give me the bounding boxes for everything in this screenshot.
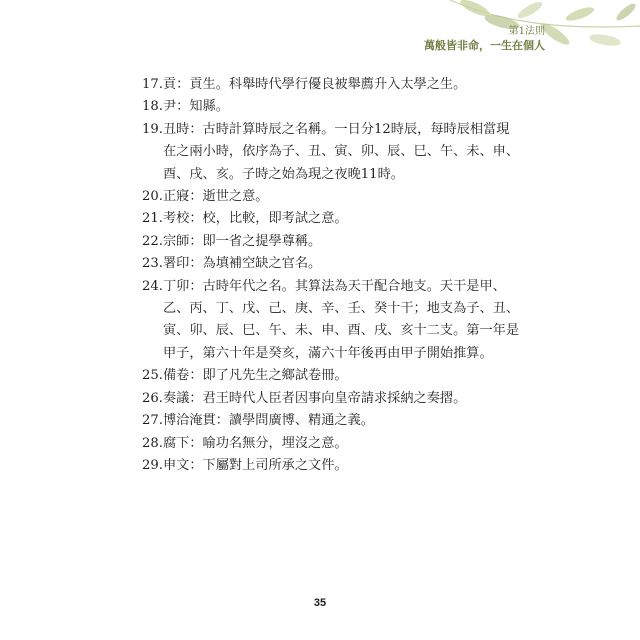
entry-number: 20.: [142, 189, 163, 205]
entry-text: 博洽淹貫：讀學問廣博、精通之義。: [162, 413, 374, 429]
glossary-entry: [142, 410, 522, 432]
chapter-label: 第1法則: [508, 26, 545, 37]
glossary-entry: [142, 365, 522, 387]
entry-number: 23.: [142, 256, 163, 272]
glossary-entry: [142, 96, 522, 118]
entry-text: 考校：校，比較，即考試之意。: [162, 211, 348, 227]
entry-number: 17.: [142, 77, 163, 92]
glossary-list: [142, 74, 522, 477]
page-number: 35: [313, 597, 327, 609]
glossary-entry: [142, 388, 522, 410]
glossary-entry: [142, 276, 522, 366]
glossary-entry: [142, 433, 522, 455]
entry-text: 署印：為填補空缺之官名。: [162, 256, 322, 272]
running-header: [424, 26, 545, 52]
entry-number: 24.: [142, 278, 163, 294]
entry-number: 18.: [142, 99, 163, 115]
entry-text: 申文：下屬對上司所承之文件。: [162, 457, 348, 473]
entry-text: 宗師：即一省之提學尊稱。: [162, 233, 322, 249]
glossary-entry: [142, 186, 522, 208]
chapter-subtitle: 萬般皆非命，一生在個人: [424, 38, 545, 52]
entry-text: 貢：貢生。科舉時代學行優良被舉薦升入太學之生。: [162, 77, 467, 92]
entry-number: 27.: [142, 413, 163, 429]
glossary-entry: [142, 208, 522, 230]
glossary-entry: [142, 74, 522, 96]
glossary-entry: [142, 119, 522, 186]
glossary-entry: [142, 231, 522, 253]
entry-number: 29.: [142, 457, 163, 473]
glossary-entry: [142, 253, 522, 275]
entry-text: 尹：知縣。: [162, 99, 229, 115]
entry-number: 19.: [142, 121, 163, 137]
entry-number: 28.: [142, 435, 163, 451]
glossary-entry: [142, 455, 522, 477]
entry-number: 26.: [142, 390, 163, 406]
entry-text: 備卷：即了凡先生之鄉試卷冊。: [162, 368, 348, 384]
entry-text: 正寢：逝世之意。: [162, 189, 269, 205]
entry-text: 腐下：喻功名無分，埋沒之意。: [162, 435, 348, 451]
entry-text: 丁卯：古時年代之名。其算法為天干配合地支。天干是甲、乙、丙、丁、戊、己、庚、辛、壬、癸十干；地支為子、丑、寅、卯、辰、巳、午、未、申、酉、戌、亥十二支。第一年是甲子，第六十年是癸亥，滿六十年後再由甲子開始推算。: [162, 278, 520, 361]
entry-text: 奏議：君王時代人臣者因事向皇帝請求採納之奏摺。: [162, 390, 467, 406]
entry-number: 22.: [142, 233, 163, 249]
entry-text: 丑時：古時計算時辰之名稱。一日分12時辰，每時辰相當現在之兩小時，依序為子、丑、寅、卯、辰、巳、午、未、申、酉、戌、亥。子時之始為現之夜晚11時。: [162, 121, 520, 182]
entry-number: 21.: [142, 211, 163, 227]
entry-number: 25.: [142, 368, 163, 384]
